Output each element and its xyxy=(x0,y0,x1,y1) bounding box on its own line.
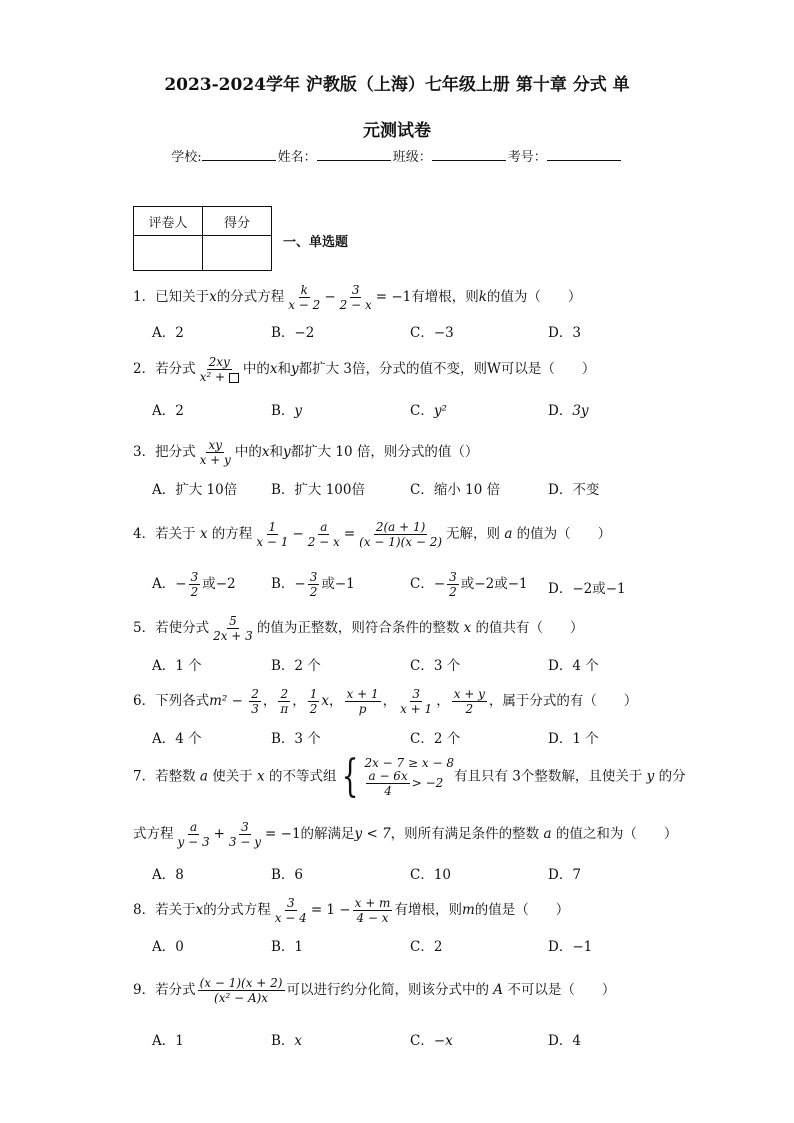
q9-option-c[interactable]: C．−x xyxy=(410,1033,453,1049)
question-1: 1．已知关于x的分式方程 $\frac{k}{x - 2}$ − $\frac{3}{2 - x}$ = −1有增根，则k的值为（ ） xyxy=(133,283,582,312)
score-table xyxy=(133,206,272,271)
title-line1: 2023-2024学年 沪教版（上海）七年级上册 第十章 分式 单 xyxy=(164,75,630,95)
question-4: 4．若关于 x 的方程 $\frac{1}{x - 1}$ − $\frac{a}{2 - x}$ = $\frac{2(a + 1)}{(x - 1)(x - 2)}$ 无解，则 a 的值为（ ） xyxy=(133,520,612,549)
q7-option-a[interactable]: A．8 xyxy=(152,867,184,883)
student-info xyxy=(0,146,794,165)
q2-option-a[interactable]: A．2 xyxy=(152,403,184,419)
q6-option-a[interactable]: A．4 个 xyxy=(152,731,202,747)
q7-option-d[interactable]: D．7 xyxy=(548,867,581,883)
class-label: 班级： xyxy=(392,150,432,165)
q6-option-d[interactable]: D．1 个 xyxy=(548,731,599,747)
score-header: 得分 xyxy=(203,207,272,236)
q2-option-d[interactable]: D．3y xyxy=(548,403,589,419)
score-cell[interactable] xyxy=(203,236,272,271)
section-heading: 一、单选题 xyxy=(283,235,349,250)
q1-option-a[interactable]: A．2 xyxy=(152,325,184,341)
q2-option-b[interactable]: B．y xyxy=(271,403,303,419)
q7-option-b[interactable]: B．6 xyxy=(271,867,304,883)
q9-option-d[interactable]: D．4 xyxy=(548,1033,581,1049)
q8-option-c[interactable]: C．2 xyxy=(410,939,443,955)
q2-option-c[interactable]: C．y² xyxy=(410,403,447,419)
q3-option-c[interactable]: C．缩小 10 倍 xyxy=(410,482,501,498)
question-8: 8．若关于x的分式方程 $\frac{3}{x - 4}$ = 1 − $\frac{x + m}{4 - x}$ 有增根，则m的值是（ ） xyxy=(133,896,570,925)
q5-option-c[interactable]: C．3 个 xyxy=(410,658,461,674)
q8-option-d[interactable]: D．−1 xyxy=(548,939,593,955)
q5-option-d[interactable]: D．4 个 xyxy=(548,658,599,674)
question-2: 2．若分式 $\frac{2xy}{\text{x² +}}$ 中的x和y都扩大 3倍，分式的值不变，则W可以是（ ） xyxy=(133,355,596,384)
q7-option-c[interactable]: C．10 xyxy=(410,867,452,883)
q6-option-b[interactable]: B．3 个 xyxy=(271,731,321,747)
question-6: 6．下列各式m² − $\frac{2}{3}$ ， $\frac{2}{\pi}$ ， $\frac{1}{2}$ x， $\frac{x + 1}{p}$ ， $\frac{3}{x + 1}$ ， $\frac{x + y}{2}$ ，属于分式的有（ ） xyxy=(133,687,638,716)
q6-option-c[interactable]: C．2 个 xyxy=(410,731,461,747)
q9-option-b[interactable]: B．x xyxy=(271,1033,303,1049)
q3-option-a[interactable]: A．扩大 10倍 xyxy=(152,482,238,498)
q1-option-c[interactable]: C．−3 xyxy=(410,325,454,341)
grader-header: 评卷人 xyxy=(134,207,203,236)
q8-option-b[interactable]: B．1 xyxy=(271,939,304,955)
q1-option-d[interactable]: D．3 xyxy=(548,325,581,341)
q5-option-b[interactable]: B．2 个 xyxy=(271,658,321,674)
q3-option-d[interactable]: D．不变 xyxy=(548,482,600,498)
q9-option-a[interactable]: A．1 xyxy=(152,1033,184,1049)
number-label: 考号： xyxy=(507,150,547,165)
q8-option-a[interactable]: A．0 xyxy=(152,939,184,955)
school-label: 学校: xyxy=(171,150,202,165)
name-label: 姓名： xyxy=(277,150,317,165)
question-9: 9．若分式 $\frac{(x - 1)(x + 2)}{\text{(x² − A)x}}$ 可以进行约分化简，则该分式中的 A 不可以是（ ） xyxy=(133,976,616,1005)
question-3: 3．把分式 $\frac{xy}{x + y}$ 中的x和y都扩大 10 倍，则分式的值（） xyxy=(133,438,479,467)
q5-option-a[interactable]: A．1 个 xyxy=(152,658,202,674)
school-blank[interactable] xyxy=(202,148,276,161)
question-7: 7．若整数 a 使关于 x 的不等式组 { 2x − 7 ≥ x − 8 $\frac{a - 6x}{4}$ > −2 有且只有 3个整数解，且使关于 y 的分 xyxy=(133,751,686,802)
q4-option-a[interactable]: A．− $\frac{3}{2}$ 或−2 xyxy=(152,570,236,599)
question-5: 5．若使分式 $\frac{5}{2x + 3}$ 的值为正整数，则符合条件的整数 x 的值共有（ ） xyxy=(133,614,584,643)
q4-option-d[interactable]: D．−2或−1 xyxy=(548,581,626,597)
q4-option-c[interactable]: C．− $\frac{3}{2}$ 或−2或−1 xyxy=(410,570,528,599)
q4-option-b[interactable]: B．− $\frac{3}{2}$ 或−1 xyxy=(271,570,355,599)
question-7-line2: 式方程 $\frac{a}{y - 3}$ + $\frac{3}{3 - y}$ = −1的解满足y < 7，则所有满足条件的整数 a 的值之和为（ ） xyxy=(133,820,678,849)
q1-option-b[interactable]: B．−2 xyxy=(271,325,315,341)
class-blank[interactable] xyxy=(432,148,506,161)
blank-square-icon xyxy=(229,373,239,383)
name-blank[interactable] xyxy=(317,148,391,161)
inequality-system: { 2x − 7 ≥ x − 8 $\frac{a - 6x}{4}$ > −2 xyxy=(342,751,454,802)
number-blank[interactable] xyxy=(547,148,621,161)
grader-cell[interactable] xyxy=(134,236,203,271)
q3-option-b[interactable]: B．扩大 100倍 xyxy=(271,482,365,498)
title-line2: 元测试卷 xyxy=(363,121,431,141)
